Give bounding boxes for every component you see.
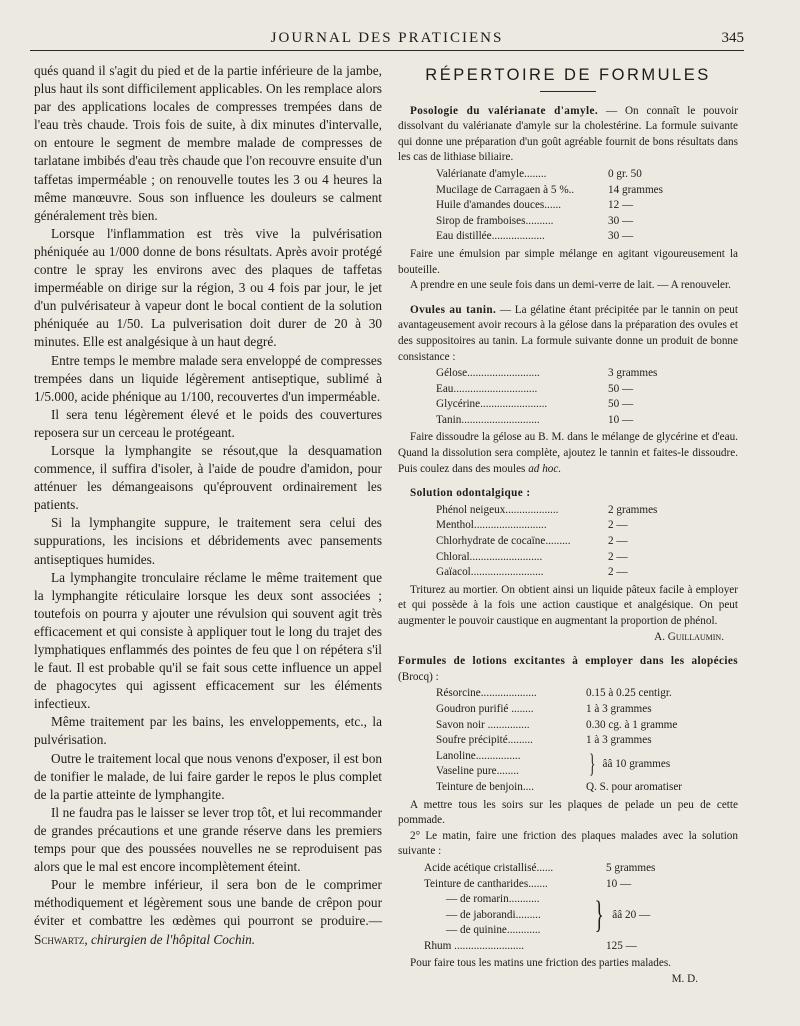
ingredient-name: — de jaborandi.........	[446, 908, 541, 921]
paragraph: qués quand il s'agit du pied et de la partie inférieure de la jambe, plus haut ils sont difficilement applicables. On les remplace alors par des applications locales de compresses trempées dans de l'eau très chaude. Trois fois de suite, à dix minutes d'intervalle, on entoure le segment de membre malade de compresses de tarlatane imbibés d'eau très chaude que l'on recouvre ensuite d'un taffetas imperméable ; on renouvelle toutes les 3 ou 4 heures la même manœuvre. Sous son influence les douleurs se calment généralement très bien.	[34, 63, 382, 223]
journal-title: JOURNAL DES PRATICIENS	[270, 30, 504, 46]
ingredient-row	[436, 413, 738, 429]
ingredient-group-names	[424, 892, 590, 939]
ingredient-row	[436, 167, 738, 183]
ingredient-name: Teinture de cantharides.......	[424, 877, 548, 890]
ingredient-row	[436, 702, 738, 718]
ingredient-name: Sirop de framboises..........	[436, 214, 554, 227]
ingredient-name: Chloral..........................	[436, 550, 543, 563]
ingredient-group	[424, 892, 738, 939]
paragraph: Même traitement par les bains, les enveloppements, etc., la pulvérisation.	[34, 714, 382, 748]
ingredient-list	[398, 686, 738, 795]
formula-intro-text: 2° Le matin, faire une friction des plaques malades avec la solution suivante :	[398, 829, 738, 858]
formula-signature: M. D.	[671, 973, 698, 986]
ingredient-name: Soufre précipité.........	[436, 734, 533, 747]
ingredient-qty: 1 à 3 grammes	[586, 734, 652, 747]
ingredient-row	[436, 382, 738, 398]
ingredient-qty: 12 —	[608, 199, 634, 212]
ingredient-name: Acide acétique cristallisé......	[424, 861, 554, 874]
left-column	[34, 62, 382, 949]
ingredient-name: Teinture de benjoin....	[436, 780, 535, 793]
ingredient-row	[436, 733, 738, 749]
ingredient-qty: 2 —	[608, 535, 628, 548]
signature-role: chirurgien de l'hôpital Cochin.	[91, 931, 256, 947]
ingredient-name: Eau..............................	[436, 382, 538, 395]
ingredient-row	[436, 686, 738, 702]
ingredient-qty: 0.30 cg. à 1 gramme	[586, 718, 678, 731]
ingredient-qty: 10 —	[606, 877, 632, 890]
ingredient-qty: 5 grammes	[606, 861, 656, 874]
section-title: RÉPERTOIRE DE FORMULES	[425, 66, 711, 84]
formula-intro-text: — On connaît le pouvoir dissolvant du valérianate d'amyle sur la cholestérine. La formule suivante qui donne une préparation d'un goût agréable fournit de bons résultats dans les cas de lithiase biliaire.	[398, 104, 738, 164]
ingredient-name: Huile d'amandes douces......	[436, 199, 562, 212]
formula-heading: Formules de lotions excitantes à employer dans les alopécies	[398, 655, 738, 668]
paragraph: Si la lymphangite suppure, le traitement sera celui des suppurations, les incisions et débridements avec pansements antiseptiques humides.	[34, 515, 382, 567]
ingredient-qty: 0 gr. 50	[608, 167, 642, 180]
ingredient-name: Résorcine....................	[436, 687, 537, 700]
formula-signature: A. Guillaumin.	[654, 630, 724, 643]
ingredient-group	[436, 749, 738, 780]
running-header	[30, 30, 744, 51]
ingredient-row	[436, 198, 738, 214]
ingredient-qty: 2 —	[608, 550, 628, 563]
ingredient-qty: Q. S. pour aromatiser	[586, 780, 683, 793]
title-rule	[540, 91, 596, 92]
ingredient-qty: 3 grammes	[608, 367, 658, 380]
paragraph: Lorsque l'inflammation est très vive la pulvérisation phéniquée au 1/000 donne de bons résultats. Après avoir protégé contre le spray les environs avec des plaques de taffetas imperméable on dirige sur la région, 3 ou 4 fois par jour, le jet d'un pulvérisateur à vapeur dont le bocal contient de la solution phéniquée au 1/50. La pulverisation doit durer de 20 à 30 minutes. Elle est analgésique à un haut degré.	[34, 225, 382, 350]
ingredient-qty: 2 —	[608, 519, 628, 532]
ingredient-name: Menthol..........................	[436, 519, 547, 532]
ingredient-name: Valérianate d'amyle........	[436, 167, 547, 180]
ingredient-list	[398, 861, 738, 955]
ingredient-name: Eau distillée...................	[436, 230, 545, 243]
formula-note: A mettre tous les soirs sur les plaques de pelade un peu de cette pommade.	[398, 798, 738, 827]
formula-note	[398, 430, 738, 477]
ingredient-row	[436, 565, 738, 581]
formula-intro	[398, 654, 738, 685]
formula-heading-suffix: (Brocq) :	[398, 670, 439, 683]
ingredient-row	[436, 780, 738, 796]
ingredient-qty: ââ 20 —	[612, 908, 651, 921]
ingredient-name: Lanoline................	[436, 749, 521, 762]
ingredient-name: Goudron purifié ........	[436, 702, 534, 715]
ingredient-qty: 0.15 à 0.25 centigr.	[586, 687, 672, 700]
right-column	[398, 66, 738, 988]
ingredient-name: Rhum .........................	[424, 939, 525, 952]
ingredient-row	[436, 229, 738, 245]
ingredient-row	[436, 550, 738, 566]
ingredient-list	[398, 503, 738, 581]
formula-intro	[398, 104, 738, 166]
ingredient-group-names	[436, 749, 586, 780]
ingredient-row	[436, 183, 738, 199]
ingredient-qty: 1 à 3 grammes	[586, 702, 652, 715]
formula-intro-text: — La gélatine étant précipitée par le tannin on peut avantageusement avoir recours à la gélose dans la préparation des ovules et des suppositoires au tanin. La formule suivante donne un produit de bonne consistance :	[398, 303, 738, 363]
ingredient-qty: 2 grammes	[608, 503, 658, 516]
paragraph-final	[34, 876, 382, 948]
ingredient-row	[436, 718, 738, 734]
ingredient-name: Glycérine........................	[436, 398, 548, 411]
ingredient-name: Gélose..........................	[436, 367, 540, 380]
ingredient-list	[398, 167, 738, 245]
formula-note: Faire une émulsion par simple mélange en agitant vigoureusement la bouteille.	[398, 247, 738, 276]
ingredient-row	[424, 939, 738, 955]
ingredient-row	[436, 518, 738, 534]
ingredient-qty: 30 —	[608, 214, 634, 227]
paragraph: Il ne faudra pas le laisser se lever trop tôt, et lui recommander de grandes précautions et une grande réserve dans les premiers temps pour que des poussées nouvelles ne se reproduisent pas alors que le mal est encore incomplètement éteint.	[34, 804, 382, 875]
formula-intro	[398, 486, 738, 502]
formula-heading: Solution odontalgique :	[410, 487, 531, 500]
formula-note: Pour faire tous les matins une friction des parties malades.	[410, 957, 671, 970]
formula-heading: Ovules au tanin.	[410, 303, 497, 316]
ingredient-qty: 30 —	[608, 230, 634, 243]
ingredient-row	[424, 877, 738, 893]
brace-glyph: }	[594, 894, 604, 937]
ingredient-qty: 50 —	[608, 398, 634, 411]
formula-note: A prendre en une seule fois dans un demi-verre de lait. — A renouveler.	[410, 279, 731, 292]
ingredient-qty: ââ 10 grammes	[602, 757, 671, 770]
ingredient-name: Gaïacol..........................	[436, 566, 544, 579]
ingredient-qty: 2 —	[608, 566, 628, 579]
formula-note-italic: ad hoc.	[528, 462, 562, 475]
paragraph: La lymphangite tronculaire réclame le même traitement que la lymphangite réticulaire lorsque les deux sont associées ; toutefois on pourra y ajouter une révulsion qui souvent agit très efficacement et qui consiste à appliquer tout le long du trajet des lymphatiques enflammés des pointes de feu que l on répétera s'il le faut. Il est probable qu'il se fait sous cette influence un appel de phagocytes qui agissent efficacement sur les éléments infectieux.	[34, 569, 382, 712]
ingredient-name: — de romarin...........	[446, 893, 540, 906]
paragraph-text: Pour le membre inférieur, il sera bon de le comprimer méthodiquement et légèrement sous une bande de crêpon pour éviter et combattre les œdèmes qui pourront se produire.—	[34, 877, 382, 929]
ingredient-row	[436, 534, 738, 550]
ingredient-row	[436, 366, 738, 382]
ingredient-row	[436, 214, 738, 230]
signature-author: Schwartz,	[34, 931, 88, 947]
ingredient-name: Phénol neigeux...................	[436, 503, 559, 516]
page-number: 345	[721, 30, 744, 46]
ingredient-qty: 14 grammes	[608, 183, 663, 196]
ingredient-row	[436, 503, 738, 519]
ingredient-name: Tanin............................	[436, 413, 540, 426]
ingredient-qty: 50 —	[608, 382, 634, 395]
ingredient-name: Savon noir ...............	[436, 718, 530, 731]
ingredient-qty: 125 —	[606, 939, 637, 952]
formula-note-text: Faire dissoudre la gélose au B. M. dans le mélange de glycérine et d'eau. Quand la dissolution sera complète, ajoutez le tannin et faites-le dissoudre. Puis coulez dans des moules	[398, 431, 738, 475]
paragraph: Entre temps le membre malade sera enveloppé de compresses trempées dans un liquide légèrement antiseptique, sublimé à 1/5.000, acide phénique au 1/100, recouvertes d'un imperméable.	[34, 352, 382, 404]
ingredient-row	[424, 861, 738, 877]
paragraph: Il sera tenu légèrement élevé et le poids des couvertures reposera sur un cerceau le protégeant.	[34, 406, 382, 440]
paragraph: Lorsque la lymphangite se résout,que la desquamation commence, il suffira d'isoler, à l'aide de poudre d'amidon, pour atténuer les démangeaisons qu'éprouvent ordinairement les patients.	[34, 442, 382, 513]
ingredient-list	[398, 366, 738, 428]
ingredient-row	[436, 397, 738, 413]
ingredient-name: — de quinine............	[446, 924, 541, 937]
formula-heading: Posologie du valérianate d'amyle.	[410, 104, 599, 117]
brace-glyph: }	[589, 749, 596, 779]
ingredient-name: Vaseline pure........	[436, 765, 519, 778]
ingredient-name: Chlorhydrate de cocaïne.........	[436, 535, 571, 548]
formula-intro	[398, 303, 738, 365]
ingredient-name: Mucilage de Carragaen à 5 %..	[436, 183, 575, 196]
ingredient-qty: 10 —	[608, 413, 634, 426]
paragraph: Outre le traitement local que nous venons d'exposer, il est bon de tonifier le malade, de lui faire garder le repos le plus complet de la partie atteinte de lymphangite.	[34, 750, 382, 802]
formula-note: Triturez au mortier. On obtient ainsi un liquide pâteux facile à employer et qui possède à la fois une action caustique et analgésique. On peut augmenter le pouvoir caustique en augmentant la proportion de phénol.	[398, 583, 738, 627]
